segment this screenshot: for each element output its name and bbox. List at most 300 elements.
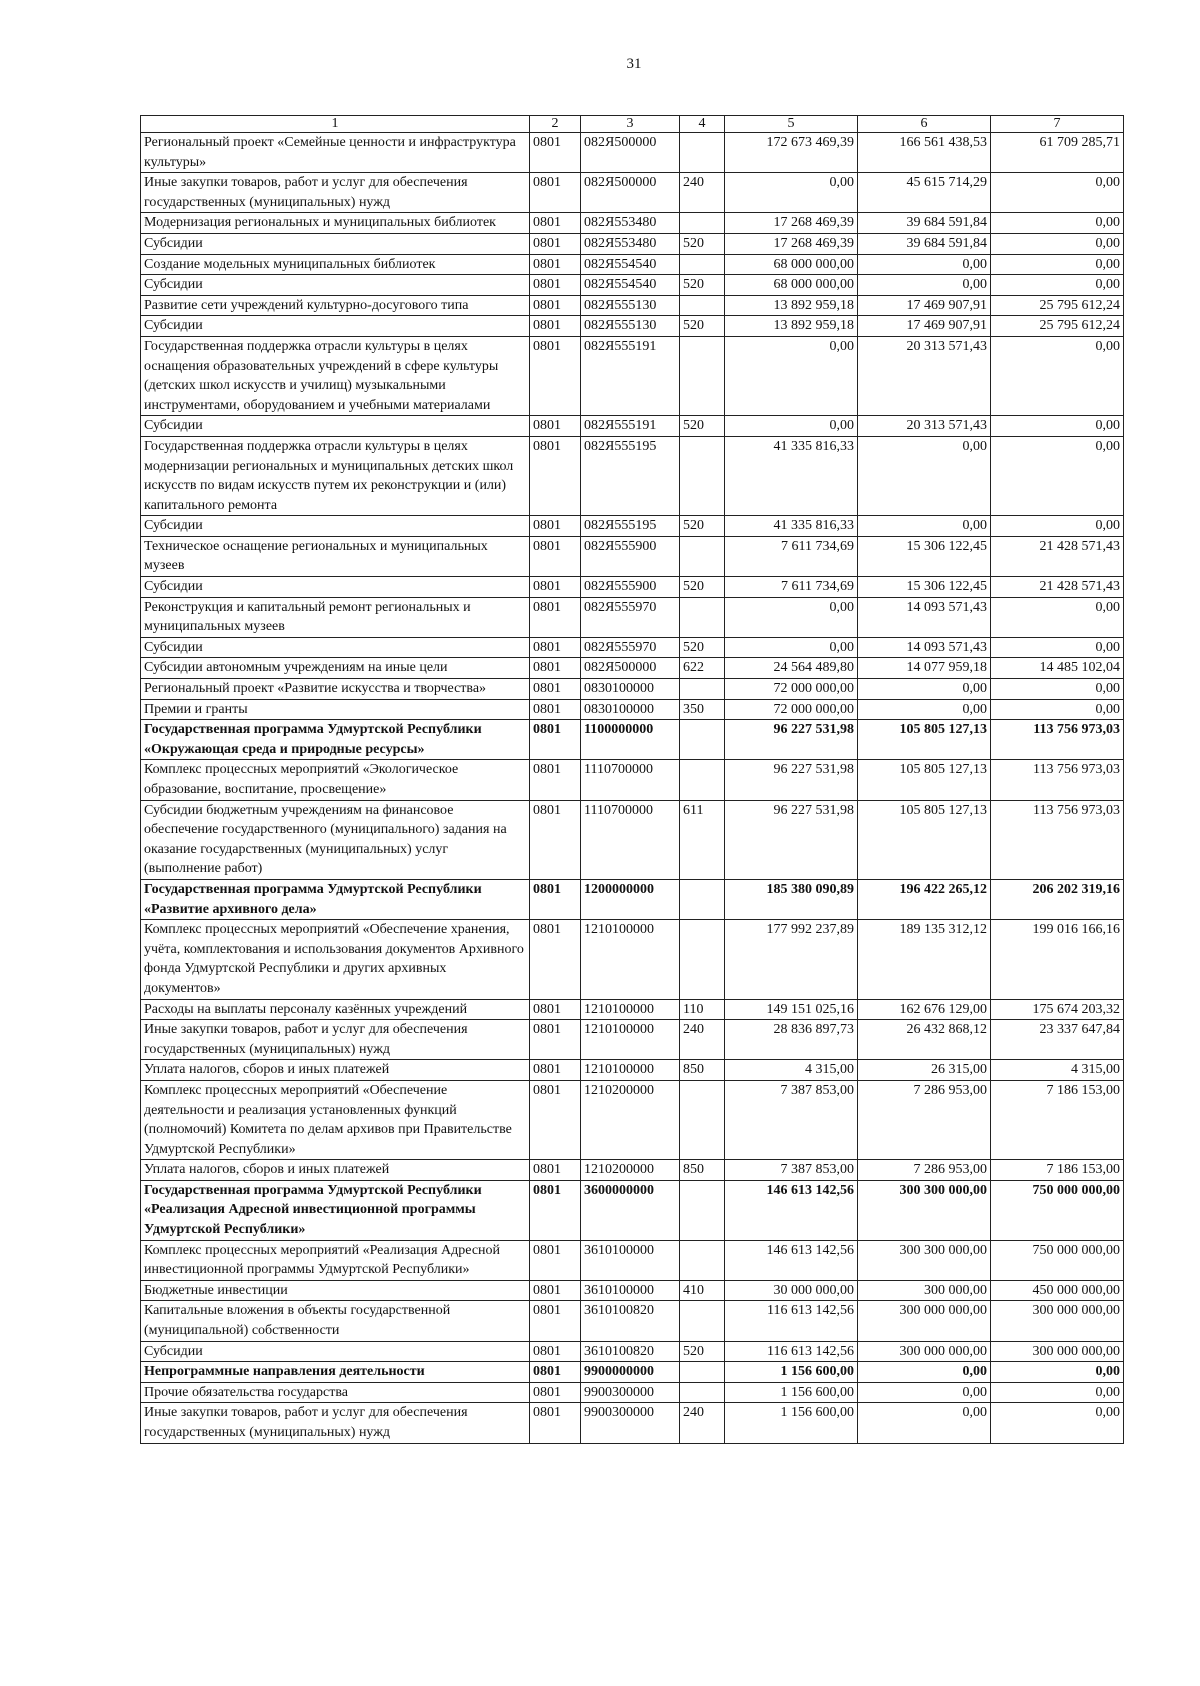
section-code: 0801 <box>530 1362 581 1383</box>
amount-col-6: 0,00 <box>858 1382 991 1403</box>
expense-type-code <box>680 436 725 515</box>
row-name: Государственная программа Удмуртской Республики «Окружающая среда и природные ресурсы» <box>141 720 530 760</box>
row-name: Государственная программа Удмуртской Республики «Развитие архивного дела» <box>141 879 530 919</box>
header-cell: 7 <box>991 116 1124 133</box>
amount-col-7: 0,00 <box>991 1403 1124 1443</box>
amount-col-5: 0,00 <box>725 336 858 415</box>
table-row <box>141 133 1124 173</box>
amount-col-5: 146 613 142,56 <box>725 1240 858 1280</box>
table-row <box>141 679 1124 700</box>
amount-col-6: 7 286 953,00 <box>858 1160 991 1181</box>
expense-type-code: 622 <box>680 658 725 679</box>
section-code: 0801 <box>530 637 581 658</box>
expense-type-code: 240 <box>680 1403 725 1443</box>
amount-col-6: 300 300 000,00 <box>858 1240 991 1280</box>
row-name: Субсидии <box>141 316 530 337</box>
amount-col-7: 61 709 285,71 <box>991 133 1124 173</box>
amount-col-6: 0,00 <box>858 699 991 720</box>
target-article-code: 3610100820 <box>581 1341 680 1362</box>
section-code: 0801 <box>530 416 581 437</box>
amount-col-5: 146 613 142,56 <box>725 1180 858 1240</box>
amount-col-6: 0,00 <box>858 436 991 515</box>
amount-col-5: 41 335 816,33 <box>725 436 858 515</box>
header-cell: 1 <box>141 116 530 133</box>
amount-col-6: 7 286 953,00 <box>858 1080 991 1159</box>
amount-col-7: 7 186 153,00 <box>991 1080 1124 1159</box>
expense-type-code: 410 <box>680 1280 725 1301</box>
table-row <box>141 316 1124 337</box>
section-code: 0801 <box>530 1382 581 1403</box>
amount-col-7: 206 202 319,16 <box>991 879 1124 919</box>
amount-col-7: 0,00 <box>991 213 1124 234</box>
target-article-code: 082Я500000 <box>581 173 680 213</box>
section-code: 0801 <box>530 536 581 576</box>
amount-col-7: 25 795 612,24 <box>991 295 1124 316</box>
amount-col-6: 17 469 907,91 <box>858 316 991 337</box>
target-article-code: 082Я500000 <box>581 658 680 679</box>
row-name: Субсидии <box>141 637 530 658</box>
section-code: 0801 <box>530 213 581 234</box>
row-name: Развитие сети учреждений культурно-досугового типа <box>141 295 530 316</box>
table-row <box>141 416 1124 437</box>
amount-col-5: 116 613 142,56 <box>725 1341 858 1362</box>
amount-col-6: 162 676 129,00 <box>858 999 991 1020</box>
target-article-code: 9900300000 <box>581 1403 680 1443</box>
section-code: 0801 <box>530 254 581 275</box>
amount-col-6: 26 315,00 <box>858 1060 991 1081</box>
amount-col-5: 172 673 469,39 <box>725 133 858 173</box>
target-article-code: 1210100000 <box>581 999 680 1020</box>
target-article-code: 082Я555970 <box>581 637 680 658</box>
row-name: Субсидии <box>141 1341 530 1362</box>
row-name: Субсидии <box>141 233 530 254</box>
table-row <box>141 516 1124 537</box>
target-article-code: 1210100000 <box>581 1060 680 1081</box>
target-article-code: 082Я555130 <box>581 316 680 337</box>
row-name: Иные закупки товаров, работ и услуг для обеспечения государственных (муниципальных) нужд <box>141 173 530 213</box>
target-article-code: 082Я555900 <box>581 577 680 598</box>
amount-col-5: 4 315,00 <box>725 1060 858 1081</box>
expense-type-code <box>680 1301 725 1341</box>
table-row <box>141 597 1124 637</box>
target-article-code: 082Я553480 <box>581 233 680 254</box>
row-name: Региональный проект «Семейные ценности и инфраструктура культуры» <box>141 133 530 173</box>
amount-col-7: 0,00 <box>991 1382 1124 1403</box>
amount-col-7: 0,00 <box>991 597 1124 637</box>
table-row <box>141 920 1124 999</box>
row-name: Создание модельных муниципальных библиотек <box>141 254 530 275</box>
section-code: 0801 <box>530 597 581 637</box>
amount-col-6: 166 561 438,53 <box>858 133 991 173</box>
target-article-code: 1210200000 <box>581 1080 680 1159</box>
row-name: Комплекс процессных мероприятий «Реализация Адресной инвестиционной программы Удмуртской Республики» <box>141 1240 530 1280</box>
expense-type-code <box>680 1362 725 1383</box>
amount-col-7: 25 795 612,24 <box>991 316 1124 337</box>
target-article-code: 9900300000 <box>581 1382 680 1403</box>
section-code: 0801 <box>530 436 581 515</box>
amount-col-6: 20 313 571,43 <box>858 416 991 437</box>
target-article-code: 082Я555970 <box>581 597 680 637</box>
amount-col-5: 7 387 853,00 <box>725 1080 858 1159</box>
table-row <box>141 173 1124 213</box>
amount-col-7: 300 000 000,00 <box>991 1341 1124 1362</box>
section-code: 0801 <box>530 1341 581 1362</box>
section-code: 0801 <box>530 679 581 700</box>
amount-col-6: 300 000,00 <box>858 1280 991 1301</box>
section-code: 0801 <box>530 336 581 415</box>
target-article-code: 1200000000 <box>581 879 680 919</box>
row-name: Комплекс процессных мероприятий «Обеспечение хранения, учёта, комплектования и использования документов Архивного фонда Удмуртской Республики и других архивных документов» <box>141 920 530 999</box>
expense-type-code: 520 <box>680 577 725 598</box>
amount-col-5: 17 268 469,39 <box>725 213 858 234</box>
expense-type-code <box>680 920 725 999</box>
section-code: 0801 <box>530 1020 581 1060</box>
amount-col-6: 14 093 571,43 <box>858 637 991 658</box>
amount-col-5: 0,00 <box>725 637 858 658</box>
row-name: Непрограммные направления деятельности <box>141 1362 530 1383</box>
header-cell: 2 <box>530 116 581 133</box>
budget-table <box>140 115 1124 1444</box>
expense-type-code <box>680 720 725 760</box>
expense-type-code <box>680 133 725 173</box>
amount-col-6: 0,00 <box>858 679 991 700</box>
table-row <box>141 999 1124 1020</box>
table-row <box>141 1280 1124 1301</box>
section-code: 0801 <box>530 699 581 720</box>
section-code: 0801 <box>530 133 581 173</box>
expense-type-code: 520 <box>680 516 725 537</box>
target-article-code: 082Я554540 <box>581 254 680 275</box>
table-row <box>141 213 1124 234</box>
amount-col-7: 750 000 000,00 <box>991 1180 1124 1240</box>
amount-col-7: 175 674 203,32 <box>991 999 1124 1020</box>
row-name: Уплата налогов, сборов и иных платежей <box>141 1160 530 1181</box>
expense-type-code <box>680 254 725 275</box>
target-article-code: 0830100000 <box>581 699 680 720</box>
expense-type-code: 850 <box>680 1060 725 1081</box>
expense-type-code: 350 <box>680 699 725 720</box>
table-row <box>141 1341 1124 1362</box>
target-article-code: 3610100000 <box>581 1280 680 1301</box>
amount-col-5: 13 892 959,18 <box>725 295 858 316</box>
amount-col-5: 96 227 531,98 <box>725 720 858 760</box>
header-cell: 5 <box>725 116 858 133</box>
amount-col-5: 17 268 469,39 <box>725 233 858 254</box>
section-code: 0801 <box>530 1060 581 1081</box>
table-row <box>141 577 1124 598</box>
amount-col-7: 113 756 973,03 <box>991 720 1124 760</box>
section-code: 0801 <box>530 1403 581 1443</box>
amount-col-7: 0,00 <box>991 254 1124 275</box>
section-code: 0801 <box>530 920 581 999</box>
row-name: Региональный проект «Развитие искусства и творчества» <box>141 679 530 700</box>
target-article-code: 1110700000 <box>581 800 680 879</box>
amount-col-5: 185 380 090,89 <box>725 879 858 919</box>
row-name: Техническое оснащение региональных и муниципальных музеев <box>141 536 530 576</box>
section-code: 0801 <box>530 1080 581 1159</box>
amount-col-6: 300 000 000,00 <box>858 1301 991 1341</box>
amount-col-5: 72 000 000,00 <box>725 699 858 720</box>
row-name: Комплекс процессных мероприятий «Экологическое образование, воспитание, просвещение» <box>141 760 530 800</box>
table-row <box>141 1080 1124 1159</box>
table-row <box>141 800 1124 879</box>
amount-col-6: 39 684 591,84 <box>858 233 991 254</box>
section-code: 0801 <box>530 316 581 337</box>
amount-col-5: 1 156 600,00 <box>725 1362 858 1383</box>
section-code: 0801 <box>530 275 581 296</box>
expense-type-code <box>680 213 725 234</box>
section-code: 0801 <box>530 1280 581 1301</box>
amount-col-7: 0,00 <box>991 275 1124 296</box>
table-row <box>141 658 1124 679</box>
amount-col-6: 39 684 591,84 <box>858 213 991 234</box>
amount-col-6: 20 313 571,43 <box>858 336 991 415</box>
expense-type-code <box>680 597 725 637</box>
amount-col-7: 0,00 <box>991 336 1124 415</box>
row-name: Комплекс процессных мероприятий «Обеспечение деятельности и реализация установленных функций (полномочий) Комитета по делам архивов при Правительстве Удмуртской Республики» <box>141 1080 530 1159</box>
target-article-code: 082Я555195 <box>581 516 680 537</box>
table-row <box>141 1020 1124 1060</box>
table-row <box>141 720 1124 760</box>
expense-type-code: 520 <box>680 316 725 337</box>
amount-col-5: 0,00 <box>725 597 858 637</box>
amount-col-5: 24 564 489,80 <box>725 658 858 679</box>
row-name: Субсидии <box>141 416 530 437</box>
row-name: Государственная поддержка отрасли культуры в целях оснащения образовательных учреждений в сфере культуры (детских школ искусств и училищ) музыкальными инструментами, оборудованием и учебными материалами <box>141 336 530 415</box>
section-code: 0801 <box>530 1240 581 1280</box>
amount-col-7: 113 756 973,03 <box>991 760 1124 800</box>
table-row <box>141 295 1124 316</box>
amount-col-5: 0,00 <box>725 416 858 437</box>
table-header-row <box>141 116 1124 133</box>
expense-type-code <box>680 679 725 700</box>
target-article-code: 082Я555130 <box>581 295 680 316</box>
section-code: 0801 <box>530 999 581 1020</box>
table-row <box>141 1382 1124 1403</box>
row-name: Субсидии <box>141 577 530 598</box>
page-number: 31 <box>626 56 642 72</box>
expense-type-code <box>680 336 725 415</box>
row-name: Прочие обязательства государства <box>141 1382 530 1403</box>
section-code: 0801 <box>530 516 581 537</box>
table-row <box>141 275 1124 296</box>
expense-type-code: 240 <box>680 173 725 213</box>
amount-col-5: 96 227 531,98 <box>725 760 858 800</box>
amount-col-6: 15 306 122,45 <box>858 536 991 576</box>
header-cell: 3 <box>581 116 680 133</box>
amount-col-7: 199 016 166,16 <box>991 920 1124 999</box>
amount-col-6: 45 615 714,29 <box>858 173 991 213</box>
amount-col-7: 0,00 <box>991 416 1124 437</box>
amount-col-5: 7 611 734,69 <box>725 536 858 576</box>
amount-col-6: 196 422 265,12 <box>858 879 991 919</box>
expense-type-code: 520 <box>680 416 725 437</box>
expense-type-code <box>680 1180 725 1240</box>
amount-col-6: 189 135 312,12 <box>858 920 991 999</box>
expense-type-code: 520 <box>680 233 725 254</box>
amount-col-7: 23 337 647,84 <box>991 1020 1124 1060</box>
table-row <box>141 254 1124 275</box>
section-code: 0801 <box>530 1160 581 1181</box>
amount-col-6: 14 093 571,43 <box>858 597 991 637</box>
row-name: Государственная программа Удмуртской Республики «Реализация Адресной инвестиционной программы Удмуртской Республики» <box>141 1180 530 1240</box>
amount-col-7: 0,00 <box>991 637 1124 658</box>
row-name: Государственная поддержка отрасли культуры в целях модернизации региональных и муниципальных детских школ искусств по видам искусств путем их реконструкции и (или) капитального ремонта <box>141 436 530 515</box>
header-cell: 6 <box>858 116 991 133</box>
expense-type-code <box>680 295 725 316</box>
expense-type-code: 240 <box>680 1020 725 1060</box>
amount-col-7: 0,00 <box>991 1362 1124 1383</box>
table-row <box>141 1403 1124 1443</box>
amount-col-5: 177 992 237,89 <box>725 920 858 999</box>
expense-type-code <box>680 1080 725 1159</box>
target-article-code: 082Я555195 <box>581 436 680 515</box>
target-article-code: 0830100000 <box>581 679 680 700</box>
row-name: Иные закупки товаров, работ и услуг для обеспечения государственных (муниципальных) нужд <box>141 1403 530 1443</box>
amount-col-7: 300 000 000,00 <box>991 1301 1124 1341</box>
table-row <box>141 699 1124 720</box>
amount-col-7: 113 756 973,03 <box>991 800 1124 879</box>
section-code: 0801 <box>530 1301 581 1341</box>
section-code: 0801 <box>530 1180 581 1240</box>
target-article-code: 082Я553480 <box>581 213 680 234</box>
amount-col-7: 4 315,00 <box>991 1060 1124 1081</box>
target-article-code: 082Я555191 <box>581 336 680 415</box>
row-name: Реконструкция и капитальный ремонт региональных и муниципальных музеев <box>141 597 530 637</box>
amount-col-6: 105 805 127,13 <box>858 720 991 760</box>
amount-col-7: 0,00 <box>991 173 1124 213</box>
section-code: 0801 <box>530 800 581 879</box>
target-article-code: 082Я555191 <box>581 416 680 437</box>
amount-col-7: 0,00 <box>991 233 1124 254</box>
amount-col-6: 300 300 000,00 <box>858 1180 991 1240</box>
amount-col-5: 1 156 600,00 <box>725 1403 858 1443</box>
row-name: Субсидии <box>141 275 530 296</box>
table-row <box>141 436 1124 515</box>
row-name: Иные закупки товаров, работ и услуг для обеспечения государственных (муниципальных) нужд <box>141 1020 530 1060</box>
expense-type-code <box>680 1382 725 1403</box>
row-name: Расходы на выплаты персоналу казённых учреждений <box>141 999 530 1020</box>
row-name: Бюджетные инвестиции <box>141 1280 530 1301</box>
expense-type-code: 850 <box>680 1160 725 1181</box>
target-article-code: 082Я554540 <box>581 275 680 296</box>
row-name: Субсидии бюджетным учреждениям на финансовое обеспечение государственного (муниципального) задания на оказание государственных (муниципальных) услуг (выполнение работ) <box>141 800 530 879</box>
amount-col-5: 68 000 000,00 <box>725 275 858 296</box>
expense-type-code: 520 <box>680 637 725 658</box>
table-row <box>141 1362 1124 1383</box>
table-body <box>141 133 1124 1444</box>
amount-col-6: 0,00 <box>858 1403 991 1443</box>
table-row <box>141 1160 1124 1181</box>
target-article-code: 1210100000 <box>581 920 680 999</box>
section-code: 0801 <box>530 295 581 316</box>
expense-type-code <box>680 879 725 919</box>
row-name: Уплата налогов, сборов и иных платежей <box>141 1060 530 1081</box>
amount-col-5: 68 000 000,00 <box>725 254 858 275</box>
expense-type-code: 520 <box>680 1341 725 1362</box>
table-row <box>141 1240 1124 1280</box>
amount-col-5: 13 892 959,18 <box>725 316 858 337</box>
table-row <box>141 336 1124 415</box>
amount-col-6: 300 000 000,00 <box>858 1341 991 1362</box>
amount-col-5: 0,00 <box>725 173 858 213</box>
section-code: 0801 <box>530 879 581 919</box>
table-row <box>141 233 1124 254</box>
amount-col-7: 7 186 153,00 <box>991 1160 1124 1181</box>
expense-type-code <box>680 760 725 800</box>
amount-col-6: 105 805 127,13 <box>858 800 991 879</box>
table-row <box>141 1180 1124 1240</box>
row-name: Субсидии <box>141 516 530 537</box>
amount-col-6: 0,00 <box>858 1362 991 1383</box>
amount-col-7: 0,00 <box>991 699 1124 720</box>
target-article-code: 9900000000 <box>581 1362 680 1383</box>
amount-col-6: 0,00 <box>858 275 991 296</box>
target-article-code: 1210100000 <box>581 1020 680 1060</box>
amount-col-6: 26 432 868,12 <box>858 1020 991 1060</box>
target-article-code: 1110700000 <box>581 760 680 800</box>
amount-col-5: 96 227 531,98 <box>725 800 858 879</box>
amount-col-5: 1 156 600,00 <box>725 1382 858 1403</box>
section-code: 0801 <box>530 760 581 800</box>
table-row <box>141 536 1124 576</box>
row-name: Капитальные вложения в объекты государственной (муниципальной) собственности <box>141 1301 530 1341</box>
amount-col-5: 41 335 816,33 <box>725 516 858 537</box>
target-article-code: 1210200000 <box>581 1160 680 1181</box>
amount-col-6: 17 469 907,91 <box>858 295 991 316</box>
amount-col-7: 0,00 <box>991 516 1124 537</box>
amount-col-7: 0,00 <box>991 436 1124 515</box>
table-row <box>141 1060 1124 1081</box>
target-article-code: 082Я555900 <box>581 536 680 576</box>
expense-type-code: 520 <box>680 275 725 296</box>
row-name: Премии и гранты <box>141 699 530 720</box>
expense-type-code <box>680 1240 725 1280</box>
target-article-code: 3610100820 <box>581 1301 680 1341</box>
table-row <box>141 879 1124 919</box>
amount-col-6: 15 306 122,45 <box>858 577 991 598</box>
expense-type-code: 110 <box>680 999 725 1020</box>
amount-col-7: 21 428 571,43 <box>991 577 1124 598</box>
amount-col-6: 0,00 <box>858 516 991 537</box>
amount-col-7: 450 000 000,00 <box>991 1280 1124 1301</box>
section-code: 0801 <box>530 173 581 213</box>
amount-col-5: 72 000 000,00 <box>725 679 858 700</box>
amount-col-7: 14 485 102,04 <box>991 658 1124 679</box>
amount-col-5: 7 611 734,69 <box>725 577 858 598</box>
amount-col-6: 14 077 959,18 <box>858 658 991 679</box>
expense-type-code: 611 <box>680 800 725 879</box>
amount-col-6: 105 805 127,13 <box>858 760 991 800</box>
amount-col-6: 0,00 <box>858 254 991 275</box>
target-article-code: 3600000000 <box>581 1180 680 1240</box>
section-code: 0801 <box>530 577 581 598</box>
expense-type-code <box>680 536 725 576</box>
table-row <box>141 637 1124 658</box>
amount-col-7: 750 000 000,00 <box>991 1240 1124 1280</box>
header-cell: 4 <box>680 116 725 133</box>
amount-col-5: 149 151 025,16 <box>725 999 858 1020</box>
amount-col-5: 7 387 853,00 <box>725 1160 858 1181</box>
target-article-code: 082Я500000 <box>581 133 680 173</box>
row-name: Субсидии автономным учреждениям на иные цели <box>141 658 530 679</box>
amount-col-7: 0,00 <box>991 679 1124 700</box>
target-article-code: 1100000000 <box>581 720 680 760</box>
row-name: Модернизация региональных и муниципальных библиотек <box>141 213 530 234</box>
amount-col-5: 30 000 000,00 <box>725 1280 858 1301</box>
amount-col-5: 28 836 897,73 <box>725 1020 858 1060</box>
amount-col-7: 21 428 571,43 <box>991 536 1124 576</box>
